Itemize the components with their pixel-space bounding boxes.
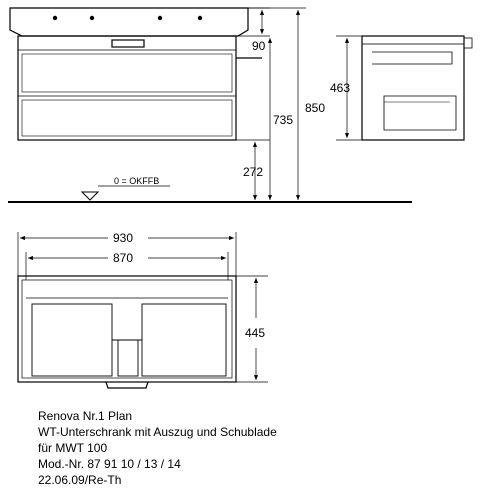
dim-850: 850 — [305, 101, 326, 115]
caption-compatibility: für MWT 100 — [38, 441, 108, 455]
dim-90: 90 — [252, 39, 266, 53]
caption-product: Renova Nr.1 Plan — [38, 409, 133, 423]
side-drawer-upper — [372, 52, 452, 64]
basin-holes — [53, 16, 202, 20]
caption-model-numbers: Mod.-Nr. 87 91 10 / 13 / 14 — [38, 457, 181, 471]
floor-marker — [82, 186, 170, 200]
dim-735: 735 — [273, 113, 294, 127]
top-view — [18, 276, 236, 388]
side-drawer-lower — [384, 96, 456, 130]
front-view — [10, 8, 262, 140]
dim-463: 463 — [330, 81, 351, 95]
top-siphon-cutout — [118, 340, 138, 376]
caption-date: 22.06.09/Re-Th — [38, 473, 122, 487]
cabinet-body — [18, 36, 236, 140]
side-rear-fitting — [464, 38, 472, 48]
front-handle — [112, 40, 144, 47]
top-right-compartment — [142, 304, 226, 376]
top-inner — [22, 280, 232, 378]
dim-445: 445 — [245, 326, 266, 340]
dim-272: 272 — [243, 165, 264, 179]
floor-label: 0 = OKFFB — [114, 176, 160, 186]
top-handle — [106, 382, 148, 388]
caption-block — [38, 408, 458, 488]
lower-drawer-inner — [22, 100, 232, 136]
caption-description: WT-Unterschrank mit Auszug und Schublade — [38, 425, 277, 439]
side-view — [362, 36, 472, 140]
drawer-inner — [22, 54, 232, 92]
side-top — [362, 36, 464, 44]
top-left-compartment — [32, 304, 112, 376]
dim-870: 870 — [113, 251, 134, 265]
dim-930: 930 — [113, 231, 134, 245]
top-dimension-lines — [18, 232, 268, 382]
top-outer — [18, 276, 236, 382]
washbasin-outline — [10, 8, 248, 36]
